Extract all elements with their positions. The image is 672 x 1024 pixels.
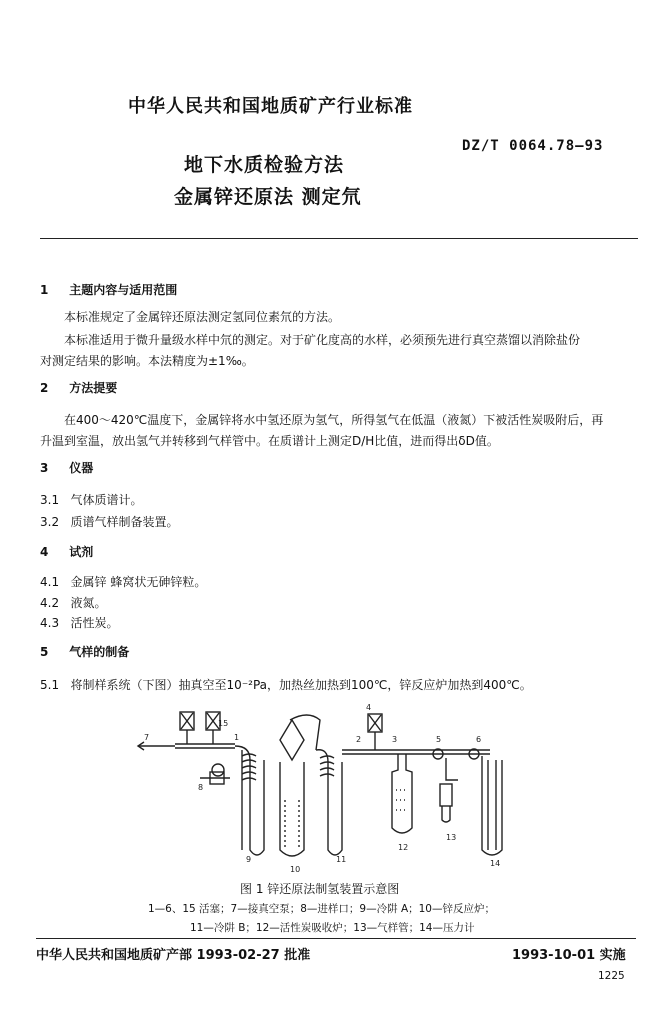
implementation-date: 1993-10-01 实施 xyxy=(512,948,626,963)
part-label: 2 xyxy=(356,735,362,744)
apparatus-diagram xyxy=(130,700,530,880)
section-2-title: 方法提要 xyxy=(69,381,118,395)
section-2-number: 2 xyxy=(40,381,49,395)
part-label: 8 xyxy=(198,783,204,792)
document-title: 地下水质检验方法 xyxy=(184,154,345,176)
part-label: 10 xyxy=(290,865,301,874)
part-label: 15 xyxy=(218,719,229,728)
charcoal-absorber-icon xyxy=(392,754,412,833)
footer-rule xyxy=(36,938,636,939)
section-4-title: 试剂 xyxy=(69,545,94,559)
section-4-heading xyxy=(40,543,93,560)
section-1-paragraph: 本标准适用于微升量级水样中氘的测定。对于矿化度高的水样，必须预先进行真空蒸馏以消除盐份 xyxy=(64,333,581,347)
part-label: 1 xyxy=(234,733,240,742)
part-label: 9 xyxy=(246,855,252,864)
figure-caption: 图 1 锌还原法制氢装置示意图 xyxy=(240,882,400,896)
section-1-heading xyxy=(40,281,177,298)
section-2-paragraph: 在400～420℃温度下，金属锌将水中氢还原为氢气，所得氢气在低温（液氮）下被活性炭吸附后，再 xyxy=(64,413,604,427)
vacuum-arrow-icon xyxy=(138,742,175,750)
figure-legend: 1—6、15 活塞；7—接真空泵；8—进样口；9—冷阱 A；10—锌反应炉； xyxy=(148,903,495,915)
list-item: 4.3 活性炭。 xyxy=(40,616,119,630)
part-label: 6 xyxy=(476,735,482,744)
document-subtitle: 金属锌还原法 测定氘 xyxy=(174,186,362,208)
approval-note: 中华人民共和国地质矿产部 1993-02-27 批准 xyxy=(36,948,311,963)
stopcock-icon xyxy=(368,714,382,750)
section-3-heading xyxy=(40,459,93,476)
page-number: 1225 xyxy=(598,970,625,982)
zinc-reactor-icon xyxy=(280,715,320,856)
inlet-port-icon xyxy=(200,764,230,784)
section-3-number: 3 xyxy=(40,461,49,475)
gas-sample-tube-icon xyxy=(440,758,458,822)
part-label: 3 xyxy=(392,735,398,744)
section-5-heading xyxy=(40,643,129,660)
section-2-paragraph: 升温到室温，放出氢气并转移到气样管中。在质谱计上测定D/H比值，进而得出δD值。 xyxy=(40,434,499,448)
part-label: 4 xyxy=(366,703,372,712)
section-3-title: 仪器 xyxy=(69,461,94,475)
standard-number: DZ/T 0064.78—93 xyxy=(462,138,604,154)
list-item: 4.1 金属锌 蜂窝状无砷锌粒。 xyxy=(40,575,207,589)
section-2-heading xyxy=(40,379,117,396)
figure-legend: 11—冷阱 B；12—活性炭吸收炉；13—气样管；14—压力计 xyxy=(190,922,475,934)
cold-trap-a-icon xyxy=(235,746,264,855)
list-item: 5.1 将制样系统（下图）抽真空至10⁻²Pa，加热丝加热到100℃，锌反应炉加热到400℃。 xyxy=(40,678,532,692)
stopcock-icon xyxy=(206,712,220,744)
stopcock-icon xyxy=(180,712,194,744)
section-1-title: 主题内容与适用范围 xyxy=(69,283,178,297)
section-1-number: 1 xyxy=(40,283,49,297)
part-label: 14 xyxy=(490,859,501,868)
section-5-title: 气样的制备 xyxy=(69,645,130,659)
list-item: 3.1 气体质谱计。 xyxy=(40,493,143,507)
header-rule xyxy=(40,238,638,239)
part-label: 11 xyxy=(336,855,347,864)
section-5-number: 5 xyxy=(40,645,49,659)
section-1-paragraph: 本标准规定了金属锌还原法测定氢同位素氘的方法。 xyxy=(64,310,341,324)
part-label: 13 xyxy=(446,833,457,842)
issuing-standard-title: 中华人民共和国地质矿产行业标准 xyxy=(128,96,413,117)
list-item: 4.2 液氮。 xyxy=(40,596,107,610)
section-1-paragraph: 对测定结果的影响。本法精度为±1‰。 xyxy=(40,354,254,368)
list-item: 3.2 质谱气样制备装置。 xyxy=(40,515,179,529)
part-label: 7 xyxy=(144,733,150,742)
manometer-icon xyxy=(482,756,502,855)
part-label: 12 xyxy=(398,843,409,852)
section-4-number: 4 xyxy=(40,545,49,559)
cold-trap-b-icon xyxy=(316,750,342,855)
part-label: 5 xyxy=(436,735,442,744)
